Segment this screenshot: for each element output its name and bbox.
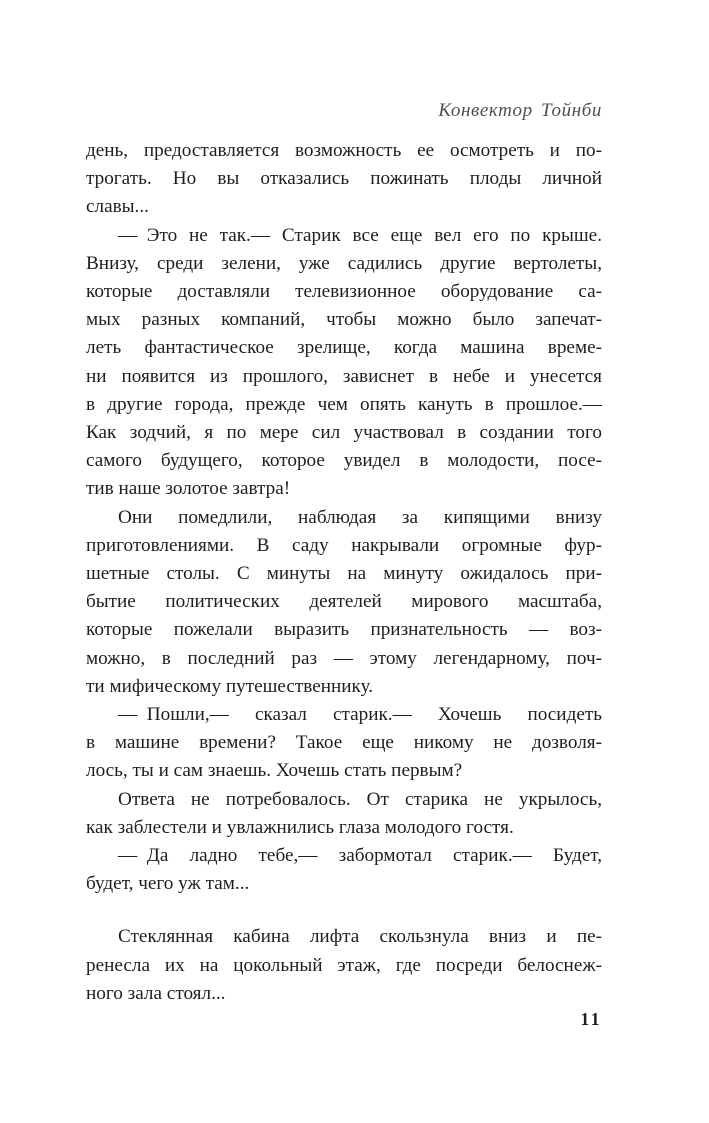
text-line: ренесла их на цокольный этаж, где посреди белоснеж- [86, 954, 602, 976]
text-line: — Это не так.— Старик все еще вел его по крыше. [118, 224, 602, 246]
text-line: Они помедлили, наблюдая за кипящими внизу [118, 506, 602, 528]
body-text [86, 137, 602, 1008]
text-line: — Да ладно тебе,— забормотал старик.— Будет, [118, 845, 602, 867]
text-line: ного зала стоял... [86, 982, 226, 1004]
text-line: шетные столы. С минуты на минуту ожидалось при- [86, 563, 602, 585]
text-line: славы... [86, 196, 149, 218]
paragraph [86, 842, 602, 898]
text-line: которые пожелали выразить признательность — воз- [86, 619, 602, 641]
text-line: бытие политических деятелей мирового масштаба, [86, 591, 602, 613]
text-line: Ответа не потребовалось. От старика не укрылось, [118, 788, 602, 810]
text-line: день, предоставляется возможность ее осмотреть и по- [86, 140, 602, 161]
text-line: — Пошли,— сказал старик.— Хочешь посидеть [118, 704, 602, 726]
text-line: Стеклянная кабина лифта скользнула вниз и пе- [118, 926, 602, 948]
text-line: будет, чего уж там... [86, 873, 250, 895]
paragraph [86, 923, 602, 1008]
text-line: ти мифическому путешественнику. [86, 675, 374, 697]
text-line: как заблестели и увлажнились глаза молодого гостя. [86, 816, 514, 838]
text-line: в машине времени? Такое еще никому не дозволя- [86, 732, 602, 754]
text-line: трогать. Но вы отказались пожинать плоды личной [86, 168, 602, 190]
page-number: 11 [580, 1009, 602, 1029]
text-line: ни появится из прошлого, зависнет в небе и унесется [86, 365, 602, 387]
text-line: лось, ты и сам знаешь. Хочешь стать первым? [86, 760, 463, 782]
text-line: мых разных компаний, чтобы можно было запечат- [86, 309, 602, 331]
text-line: тив наше золотое завтра! [86, 478, 291, 500]
paragraph [86, 786, 602, 842]
text-line: в другие города, прежде чем опять кануть в прошлое.— [86, 393, 602, 415]
paragraph [86, 701, 602, 786]
text-line: которые доставляли телевизионное оборудование са- [86, 281, 602, 303]
text-line: Внизу, среди зелени, уже садились другие вертолеты, [86, 252, 602, 274]
running-head: Конвектор Тойнби [438, 100, 602, 121]
paragraph [86, 504, 602, 701]
text-line: леть фантастическое зрелище, когда машина време- [86, 337, 602, 359]
text-line: приготовлениями. В саду накрывали огромные фур- [86, 534, 602, 556]
text-line: можно, в последний раз — этому легендарному, поч- [86, 647, 602, 669]
paragraph [86, 222, 602, 504]
paragraph [86, 137, 602, 222]
text-line: Как зодчий, я по мере сил участвовал в создании того [86, 422, 602, 444]
text-line: самого будущего, которое увидел в молодости, посе- [86, 450, 602, 472]
